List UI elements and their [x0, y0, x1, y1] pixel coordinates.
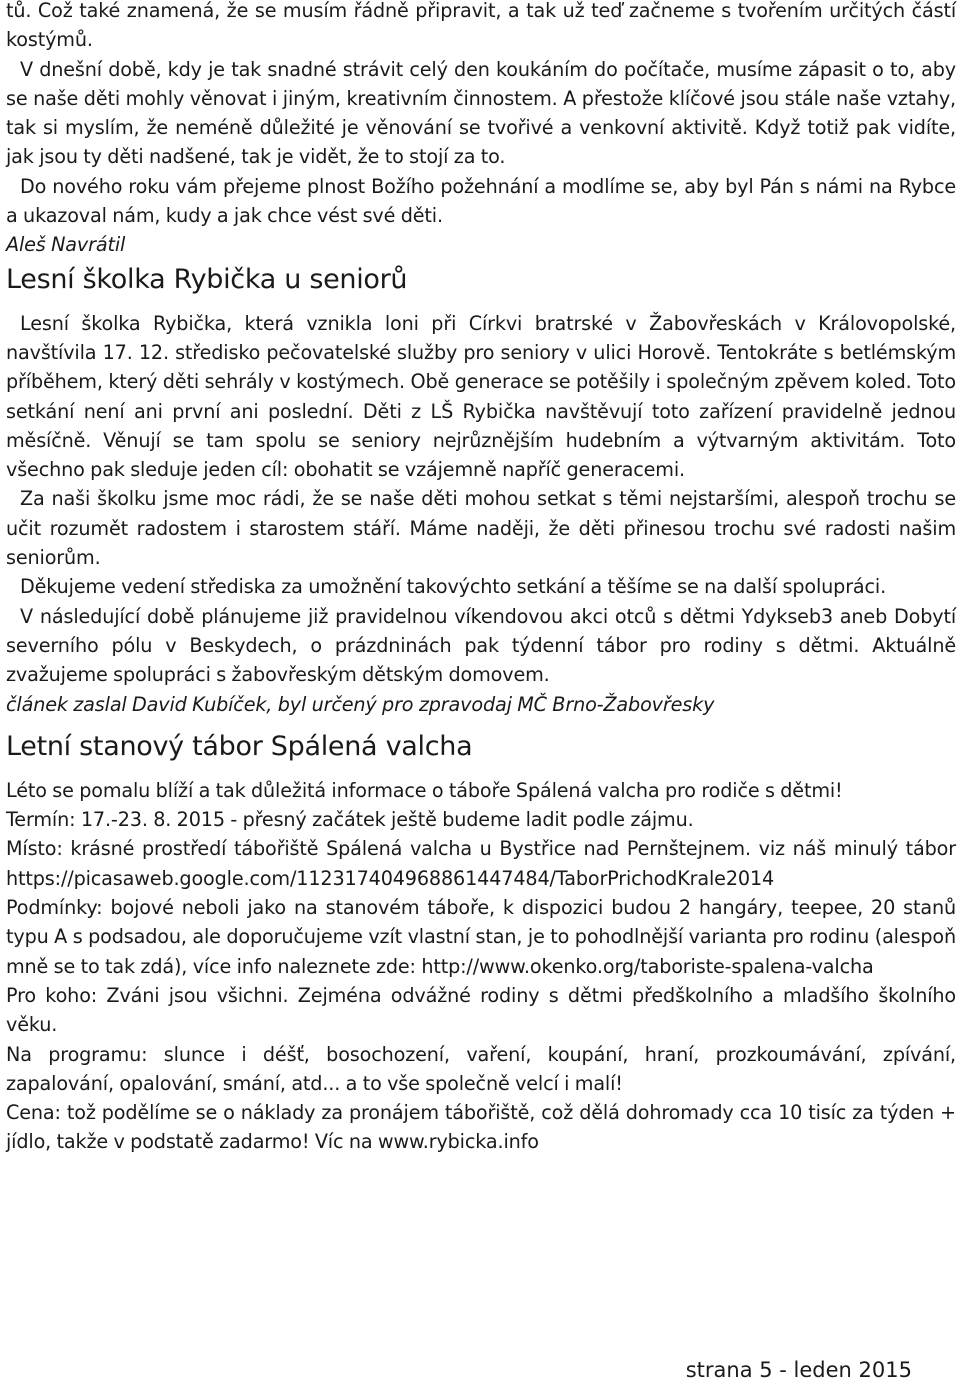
intro-paragraph-1: tů. Což také znamená, že se musím řádně připravit, a tak už teď začneme s tvořením určitých částí kostýmů.: [6, 0, 956, 52]
intro-paragraph-3: Do nového roku vám přejeme plnost Božího požehnání a modlíme se, aby byl Pán s námi na Rybce a ukazoval nám, kudy a jak chce vést své děti.: [6, 174, 956, 228]
camp-intro: Léto se pomalu blíží a tak důležitá informace o táboře Spálená valcha pro rodiče s dětmi!: [6, 778, 843, 802]
section1-paragraph-1: Lesní školka Rybička, která vznikla loni při Církvi bratrské v Žabovřeskách v Královopolské, navštívila 17. 12. středisko pečovatelské služby pro seniory v ulici Horově. Tentokráte s betlémským příběhem, který děti sehrály v kostýmech. Obě generace se potěšily i společným zpěvem koled. Toto setkání není ani první ani poslední. Děti z LŠ Rybička navštěvují toto zařízení pravidelně jednou měsíčně. Věnují se tam spolu se seniory nejrůznějším hudebním a výtvarným aktivitám. Toto všechno pak sleduje jeden cíl: obohatit se vzájemně napříč generacemi.: [6, 311, 956, 482]
camp-program: Na programu: slunce i déšť, bosochození, vaření, koupání, hraní, prozkoumávání, zpívání, zapalování, opalování, smání, atd... a to vše společně velcí i malí!: [6, 1042, 956, 1095]
camp-price: Cena: tož podělíme se o náklady za pronájem tábořiště, což dělá dohromady cca 10 tisíc za týden + jídlo, takže v podstatě zadarmo! Víc na www.rybicka.info: [6, 1101, 956, 1154]
camp-date: Termín: 17.-23. 8. 2015 - přesný začátek ještě budeme ladit podle zájmu.: [6, 808, 694, 832]
page-footer: strana 5 - leden 2015: [685, 1358, 912, 1382]
intro-signature: Aleš Navrátil: [6, 233, 126, 257]
page-content: [6, 0, 956, 1157]
section-heading-letni-tabor: Letní stanový tábor Spálená valcha: [6, 730, 473, 762]
camp-conditions: Podmínky: bojové neboli jako na stanovém táboře, k dispozici budou 2 hangáry, teepee, 20 stanů typu A s podsadou, ale doporučujeme vzít vlastní stan, je to pohodlnější varianta pro rodinu (alespoň mně se to tak zdá), více info naleznete zde: http://www.okenko.org/taboriste-spalena-valcha: [6, 896, 956, 978]
intro-paragraph-2: V dnešní době, kdy je tak snadné strávit celý den koukáním do počítače, musíme zápasit o to, aby se naše děti mohly věnovat i jiným, kreativním činnostem. A přestože klíčové jsou stále naše vztahy, tak si myslím, že neméně důležité je věnování se tvořivé a venkovní aktivitě. Když totiž pak vidíte, jak jsou ty děti nadšené, tak je vidět, že to stojí za to.: [6, 57, 956, 169]
camp-audience: Pro koho: Zváni jsou všichni. Zejména odvážné rodiny s dětmi předškolního a mladšího školního věku.: [6, 983, 956, 1037]
section-heading-lesni-skolka: Lesní školka Rybička u seniorů: [6, 263, 408, 295]
camp-place: Místo: krásné prostředí tábořiště Spálená valcha u Bystřice nad Pernštejnem. viz náš minulý tábor https://picasaweb.google.com/112317404968861447484/TaborPrichodKrale2014: [6, 837, 956, 890]
section1-signature: článek zaslal David Kubíček, byl určený pro zpravodaj MČ Brno-Žabovřesky: [6, 692, 715, 716]
section1-paragraph-4: V následující době plánujeme již pravidelnou víkendovou akci otců s dětmi Ydykseb3 aneb Dobytí severního pólu v Beskydech, o prázdninách pak týdenní tábor pro rodiny s dětmi. Aktuálně zvažujeme spolupráci s žabovřeským dětským domovem.: [6, 604, 956, 687]
section1-paragraph-3: Děkujeme vedení střediska za umožnění takovýchto setkání a těšíme se na další spolupráci.: [20, 575, 887, 599]
section1-paragraph-2: Za naši školku jsme moc rádi, že se naše děti mohou setkat s těmi nejstaršími, alespoň trochu se učit rozumět radostem i starostem stáří. Máme naději, že děti přinesou trochu své radosti našim seniorům.: [6, 487, 956, 570]
